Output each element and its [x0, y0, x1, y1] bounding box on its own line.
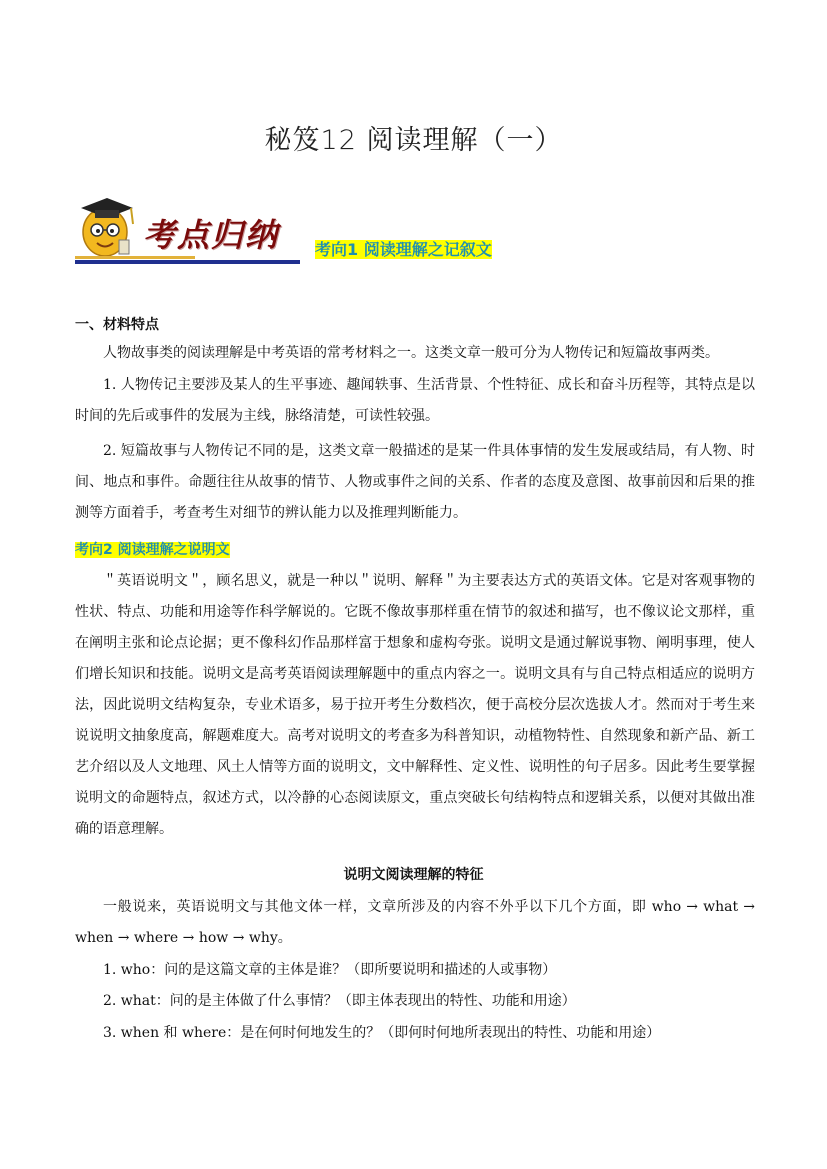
paragraph-expository-intro: ＂英语说明文＂，顾名思义，就是一种以＂说明、解释＂为主要表达方式的英语文体。它是对客观事物的性状、特点、功能和用途等作科学解说的。它既不像故事那样重在情节的叙述和描写，也不像议论文那样，重在阐明主张和论点论据；更不像科幻作品那样富于想象和虚构夸张。说明文是通过解说事物、阐明事理，使人们增长知识和技能。说明文是高考英语阅读理解题中的重点内容之一。说明文具有与自己特点相适应的说明方法，因此说明文结构复杂，专业术语多，易于拉开考生分数档次，便于高校分层次选拔人才。然而对于考生来说说明文抽象度高，解题难度大。高考对说明文的考查多为科普知识，动植物特性、自然现象和新产品、新工艺介绍以及人文地理、风土人情等方面的说明文，文中解释性、定义性、说明性的句子居多。因此考生要掌握说明文的命题特点，叙述方式，以冷静的心态阅读原文，重点突破长句结构特点和逻辑关系，以便对其做出准确的语意理解。 — [75, 573, 755, 837]
subheading-expository-features: 说明文阅读理解的特征 — [343, 867, 484, 883]
mascot-graduate-icon — [75, 196, 139, 262]
topic-heading-1 — [315, 238, 492, 262]
list-item-when-where: 3. when 和 where：是在何时何地发生的？（即何时何地所表现出的特性、功能和用途） — [103, 1025, 661, 1041]
paragraph-intro: 人物故事类的阅读理解是中考英语的常考材料之一。这类文章一般可分为人物传记和短篇故事两类。 — [103, 345, 719, 361]
topic-heading-1-text: 考向1 阅读理解之记叙文 — [315, 240, 492, 259]
paragraph-short-story: 2. 短篇故事与人物传记不同的是，这类文章一般描述的是某一件具体事情的发生发展或结局，有人物、时间、地点和事件。命题往往从故事的情节、人物或事件之间的关系、作者的态度及意图、故事前因和后果的推测等方面着手，考查考生对细节的辨认能力以及推理判断能力。 — [75, 443, 755, 521]
paragraph-features-overview: 一般说来，英语说明文与其他文体一样，文章所涉及的内容不外乎以下几个方面，即 who → what → when → where → how → why。 — [75, 899, 755, 946]
banner-accent-line — [75, 256, 195, 259]
paragraph-biography: 1. 人物传记主要涉及某人的生平事迹、趣闻轶事、生活背景、个性特征、成长和奋斗历程等，其特点是以时间的先后或事件的发展为主线，脉络清楚，可读性较强。 — [75, 377, 755, 424]
list-item-who: 1. who：问的是这篇文章的主体是谁？（即所要说明和描述的人或事物） — [103, 962, 557, 978]
topic-heading-2-text: 考向2 阅读理解之说明文 — [75, 542, 230, 558]
banner-label: 考点归纳 — [143, 216, 280, 254]
page-title: 秘笈12 阅读理解（一） — [264, 125, 563, 156]
section-heading-material: 一、材料特点 — [75, 317, 159, 333]
list-item-what: 2. what：问的是主体做了什么事情？（即主体表现出的特性、功能和用途） — [103, 993, 576, 1009]
topic-heading-2 — [75, 540, 230, 560]
banner-underline — [75, 260, 300, 264]
section-banner — [75, 196, 305, 266]
